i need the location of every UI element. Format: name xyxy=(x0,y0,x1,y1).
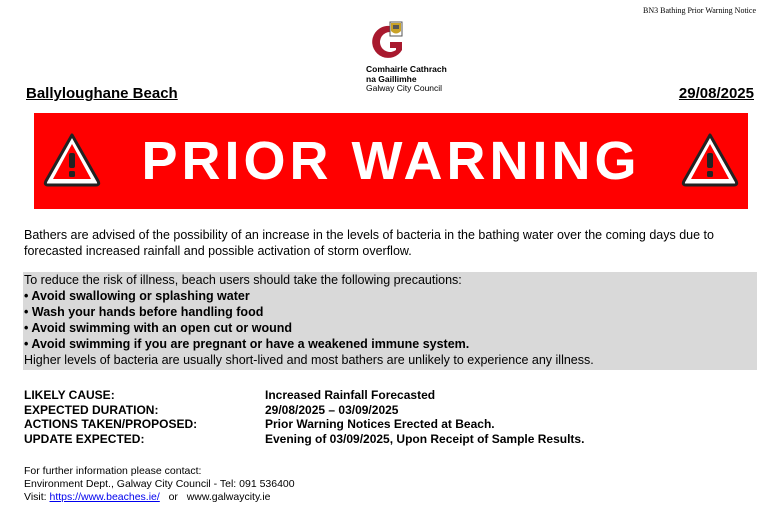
doc-reference: BN3 Bathing Prior Warning Notice xyxy=(643,6,756,15)
precautions-lead: To reduce the risk of illness, beach users should take the following precautions: xyxy=(24,273,462,287)
warning-banner xyxy=(34,113,748,209)
beaches-link[interactable]: https://www.beaches.ie/ xyxy=(49,491,160,503)
detail-label: LIKELY CAUSE: xyxy=(24,388,115,402)
detail-row xyxy=(24,417,584,432)
details-table xyxy=(24,388,584,446)
visit-label: Visit: xyxy=(24,491,47,503)
detail-value: Prior Warning Notices Erected at Beach. xyxy=(265,417,495,431)
contact-line-1: For further information please contact: xyxy=(24,465,202,477)
logo-line-1: Comhairle Cathrach xyxy=(366,64,447,74)
contact-section xyxy=(24,465,295,504)
galwaycity-site: www.galwaycity.ie xyxy=(186,491,271,503)
precaution-item: • Avoid swimming if you are pregnant or have a weakened immune system. xyxy=(24,337,470,351)
logo-line-2: na Gaillimhe xyxy=(366,73,417,84)
detail-row xyxy=(24,403,584,418)
council-logo-icon xyxy=(366,20,408,62)
warning-triangle-icon xyxy=(680,131,740,187)
detail-row xyxy=(24,432,584,447)
detail-value: 29/08/2025 – 03/09/2025 xyxy=(265,402,399,417)
precaution-item: • Avoid swimming with an open cut or wound xyxy=(24,321,293,335)
detail-label: EXPECTED DURATION: xyxy=(24,402,159,417)
precaution-item: • Wash your hands before handling food xyxy=(24,305,264,319)
detail-value: Increased Rainfall Forecasted xyxy=(265,388,436,402)
precautions-footer: Higher levels of bacteria are usually short-lived and most bathers are unlikely to experience any illness. xyxy=(24,353,594,367)
precautions-box xyxy=(23,272,757,370)
or-text: or xyxy=(168,491,178,503)
council-logo xyxy=(366,20,486,94)
detail-label: UPDATE EXPECTED: xyxy=(24,431,145,446)
intro-text: Bathers are advised of the possibility of an increase in the levels of bacteria in the bathing water over the coming days due to forecasted increased rainfall and possible activation of storm overflow. xyxy=(24,228,714,258)
contact-line-2: Environment Dept., Galway City Council - Tel: 091 536400 xyxy=(24,478,295,490)
logo-line-3: Galway City Council xyxy=(366,83,443,93)
contact-line-3 xyxy=(24,491,295,504)
beach-name: Ballyloughane Beach xyxy=(26,85,178,102)
notice-date: 29/08/2025 xyxy=(678,85,754,102)
detail-value: Evening of 03/09/2025, Upon Receipt of Sample Results. xyxy=(265,431,585,446)
detail-label: ACTIONS TAKEN/PROPOSED: xyxy=(24,417,198,431)
precaution-item: • Avoid swallowing or splashing water xyxy=(24,289,250,303)
banner-title: PRIOR WARNING xyxy=(141,131,641,191)
detail-row xyxy=(24,388,584,403)
